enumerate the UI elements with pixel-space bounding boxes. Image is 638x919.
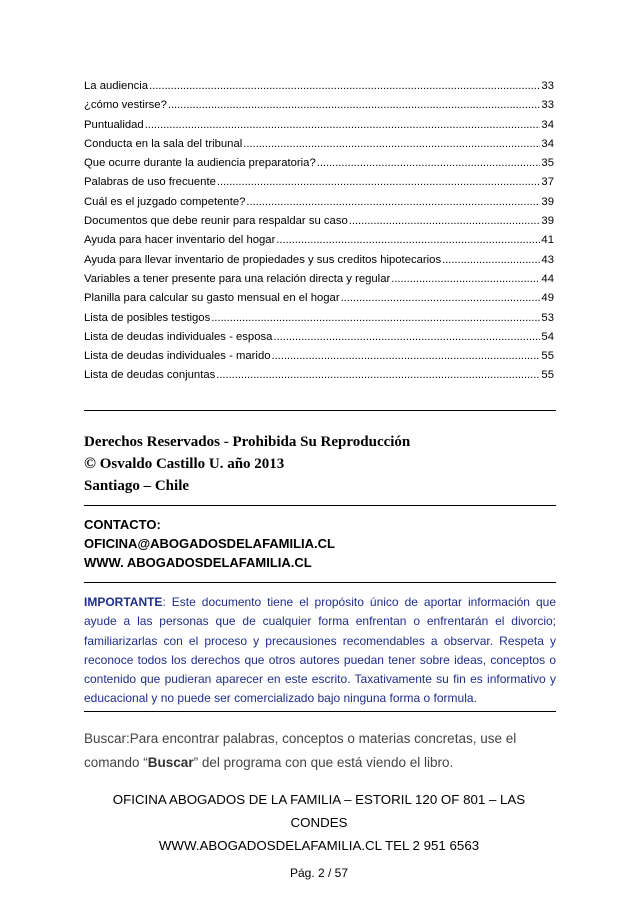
toc-entry-title: Documentos que debe reunir para respaldar su caso <box>84 215 348 228</box>
toc-entry-title: Cuál es el juzgado competente? <box>84 195 246 208</box>
toc-entry-title: Variables a tener presente para una relación directa y regular <box>84 272 391 285</box>
footer-address: OFICINA ABOGADOS DE LA FAMILIA – ESTORIL 120 OF 801 – LAS CONDES <box>112 792 526 830</box>
toc-entry[interactable] <box>84 369 554 388</box>
important-label: IMPORTANTE <box>84 595 163 609</box>
toc-entry[interactable] <box>84 331 554 350</box>
toc-entry-page: 41 <box>541 234 554 247</box>
toc-entry[interactable] <box>84 254 554 273</box>
toc-dot-leader <box>217 176 541 188</box>
toc-entry[interactable] <box>84 99 554 118</box>
toc-entry-page: 33 <box>541 80 554 92</box>
toc-entry-title: Planilla para calcular su gasto mensual en el hogar <box>84 292 340 305</box>
contact-website[interactable]: WWW. ABOGADOSDELAFAMILIA.CL <box>84 555 312 570</box>
toc-entry[interactable] <box>84 80 554 99</box>
toc-entry-page: 34 <box>541 118 554 131</box>
toc-entry[interactable] <box>84 196 554 215</box>
toc-dot-leader <box>243 138 540 150</box>
toc-entry[interactable] <box>84 350 554 369</box>
toc-dot-leader <box>145 119 541 131</box>
important-text: : Este documento tiene el propósito único de aportar información que ayude a las personas que de cualquier forma enfrentan o enfrentarán el divorcio; familiarizarlas con el proceso y precausiones recomendables a observar. Respeta y reconoce todos los derechos que otros autores puedan tener sobre ideas, conceptos o contenido que pudieran aparecer en este escrito. Taxativamente su fin es informativo y educacional y no puede ser comercializado bajo ninguna forma o formula. <box>84 595 556 706</box>
page-footer <box>84 788 554 857</box>
toc-entry-title: Lista de posibles testigos <box>84 311 211 324</box>
toc-dot-leader <box>216 369 540 381</box>
search-keyword: Buscar <box>147 755 194 770</box>
toc-entry-page: 43 <box>541 253 554 266</box>
toc-entry-title: Ayuda para llevar inventario de propiedades y sus creditos hipotecarios <box>84 253 442 266</box>
toc-entry[interactable] <box>84 215 554 234</box>
rights-reserved-line: Derechos Reservados - Prohibida Su Reproducción <box>84 434 411 450</box>
author-name: Osvaldo Castillo U. año 2013 <box>99 456 285 472</box>
toc-entry[interactable] <box>84 157 554 176</box>
toc-entry-title: Ayuda para hacer inventario del hogar <box>84 234 276 247</box>
toc-entry-title: Que ocurre durante la audiencia preparatoria? <box>84 157 316 170</box>
search-note <box>84 727 554 775</box>
toc-entry-page: 39 <box>541 195 554 208</box>
toc-entry-page: 44 <box>541 272 554 285</box>
toc-dot-leader <box>391 273 540 285</box>
toc-entry-page: 33 <box>541 99 554 112</box>
toc-entry-page: 53 <box>541 311 554 324</box>
section-divider <box>84 505 556 506</box>
page-number: Pág. 2 / 57 <box>289 866 349 880</box>
copyright-symbol: © <box>84 455 96 472</box>
toc-entry-page: 37 <box>541 176 554 189</box>
search-note-before: Buscar:Para encontrar palabras, conceptos o materias concretas, use el comando “ <box>84 731 517 770</box>
toc-entry[interactable] <box>84 138 554 157</box>
important-notice <box>84 593 556 709</box>
toc-dot-leader <box>349 215 541 227</box>
toc-entry[interactable] <box>84 273 554 292</box>
toc-entry[interactable] <box>84 312 554 331</box>
toc-entry[interactable] <box>84 234 554 253</box>
toc-entry-page: 55 <box>541 369 554 382</box>
footer-contact: WWW.ABOGADOSDELAFAMILIA.CL TEL 2 951 6563 <box>158 838 480 853</box>
toc-dot-leader <box>211 312 540 324</box>
toc-dot-leader <box>341 292 541 304</box>
toc-entry-title: La audiencia <box>84 80 149 92</box>
location-line: Santiago – Chile <box>84 478 190 494</box>
toc-entry-page: 55 <box>541 350 554 363</box>
section-divider <box>84 410 556 411</box>
contact-email[interactable]: OFICINA@ABOGADOSDELAFAMILIA.CL <box>84 536 335 551</box>
toc-entry-page: 34 <box>541 137 554 150</box>
toc-entry-title: Lista de deudas conjuntas <box>84 369 216 382</box>
toc-entry-title: ¿cómo vestirse? <box>84 99 167 112</box>
toc-entry-page: 54 <box>541 330 554 343</box>
copyright-block <box>84 431 554 497</box>
toc-dot-leader <box>272 350 541 362</box>
toc-entry-title: Conducta en la sala del tribunal <box>84 137 243 150</box>
toc-entry-page: 49 <box>541 292 554 305</box>
section-divider <box>84 582 556 583</box>
author-line <box>84 453 554 475</box>
contact-block <box>84 515 554 572</box>
toc-entry-title: Puntualidad <box>84 118 144 131</box>
toc-dot-leader <box>273 331 540 343</box>
section-divider <box>84 711 556 712</box>
toc-dot-leader <box>442 254 540 266</box>
toc-entry[interactable] <box>84 119 554 138</box>
table-of-contents <box>84 80 554 389</box>
search-note-after: ” del programa con que está viendo el libro. <box>193 755 454 770</box>
toc-dot-leader <box>149 80 540 92</box>
toc-dot-leader <box>317 157 541 169</box>
toc-entry-title: Palabras de uso frecuente <box>84 176 216 189</box>
toc-dot-leader <box>246 196 540 208</box>
toc-entry-title: Lista de deudas individuales - esposa <box>84 330 273 343</box>
toc-entry-page: 35 <box>541 157 554 170</box>
toc-entry-page: 39 <box>541 215 554 228</box>
toc-dot-leader <box>276 234 540 246</box>
toc-entry[interactable] <box>84 176 554 195</box>
toc-entry-title: Lista de deudas individuales - marido <box>84 350 271 363</box>
toc-dot-leader <box>168 99 541 111</box>
toc-entry[interactable] <box>84 292 554 311</box>
contact-heading: CONTACTO: <box>84 517 161 532</box>
